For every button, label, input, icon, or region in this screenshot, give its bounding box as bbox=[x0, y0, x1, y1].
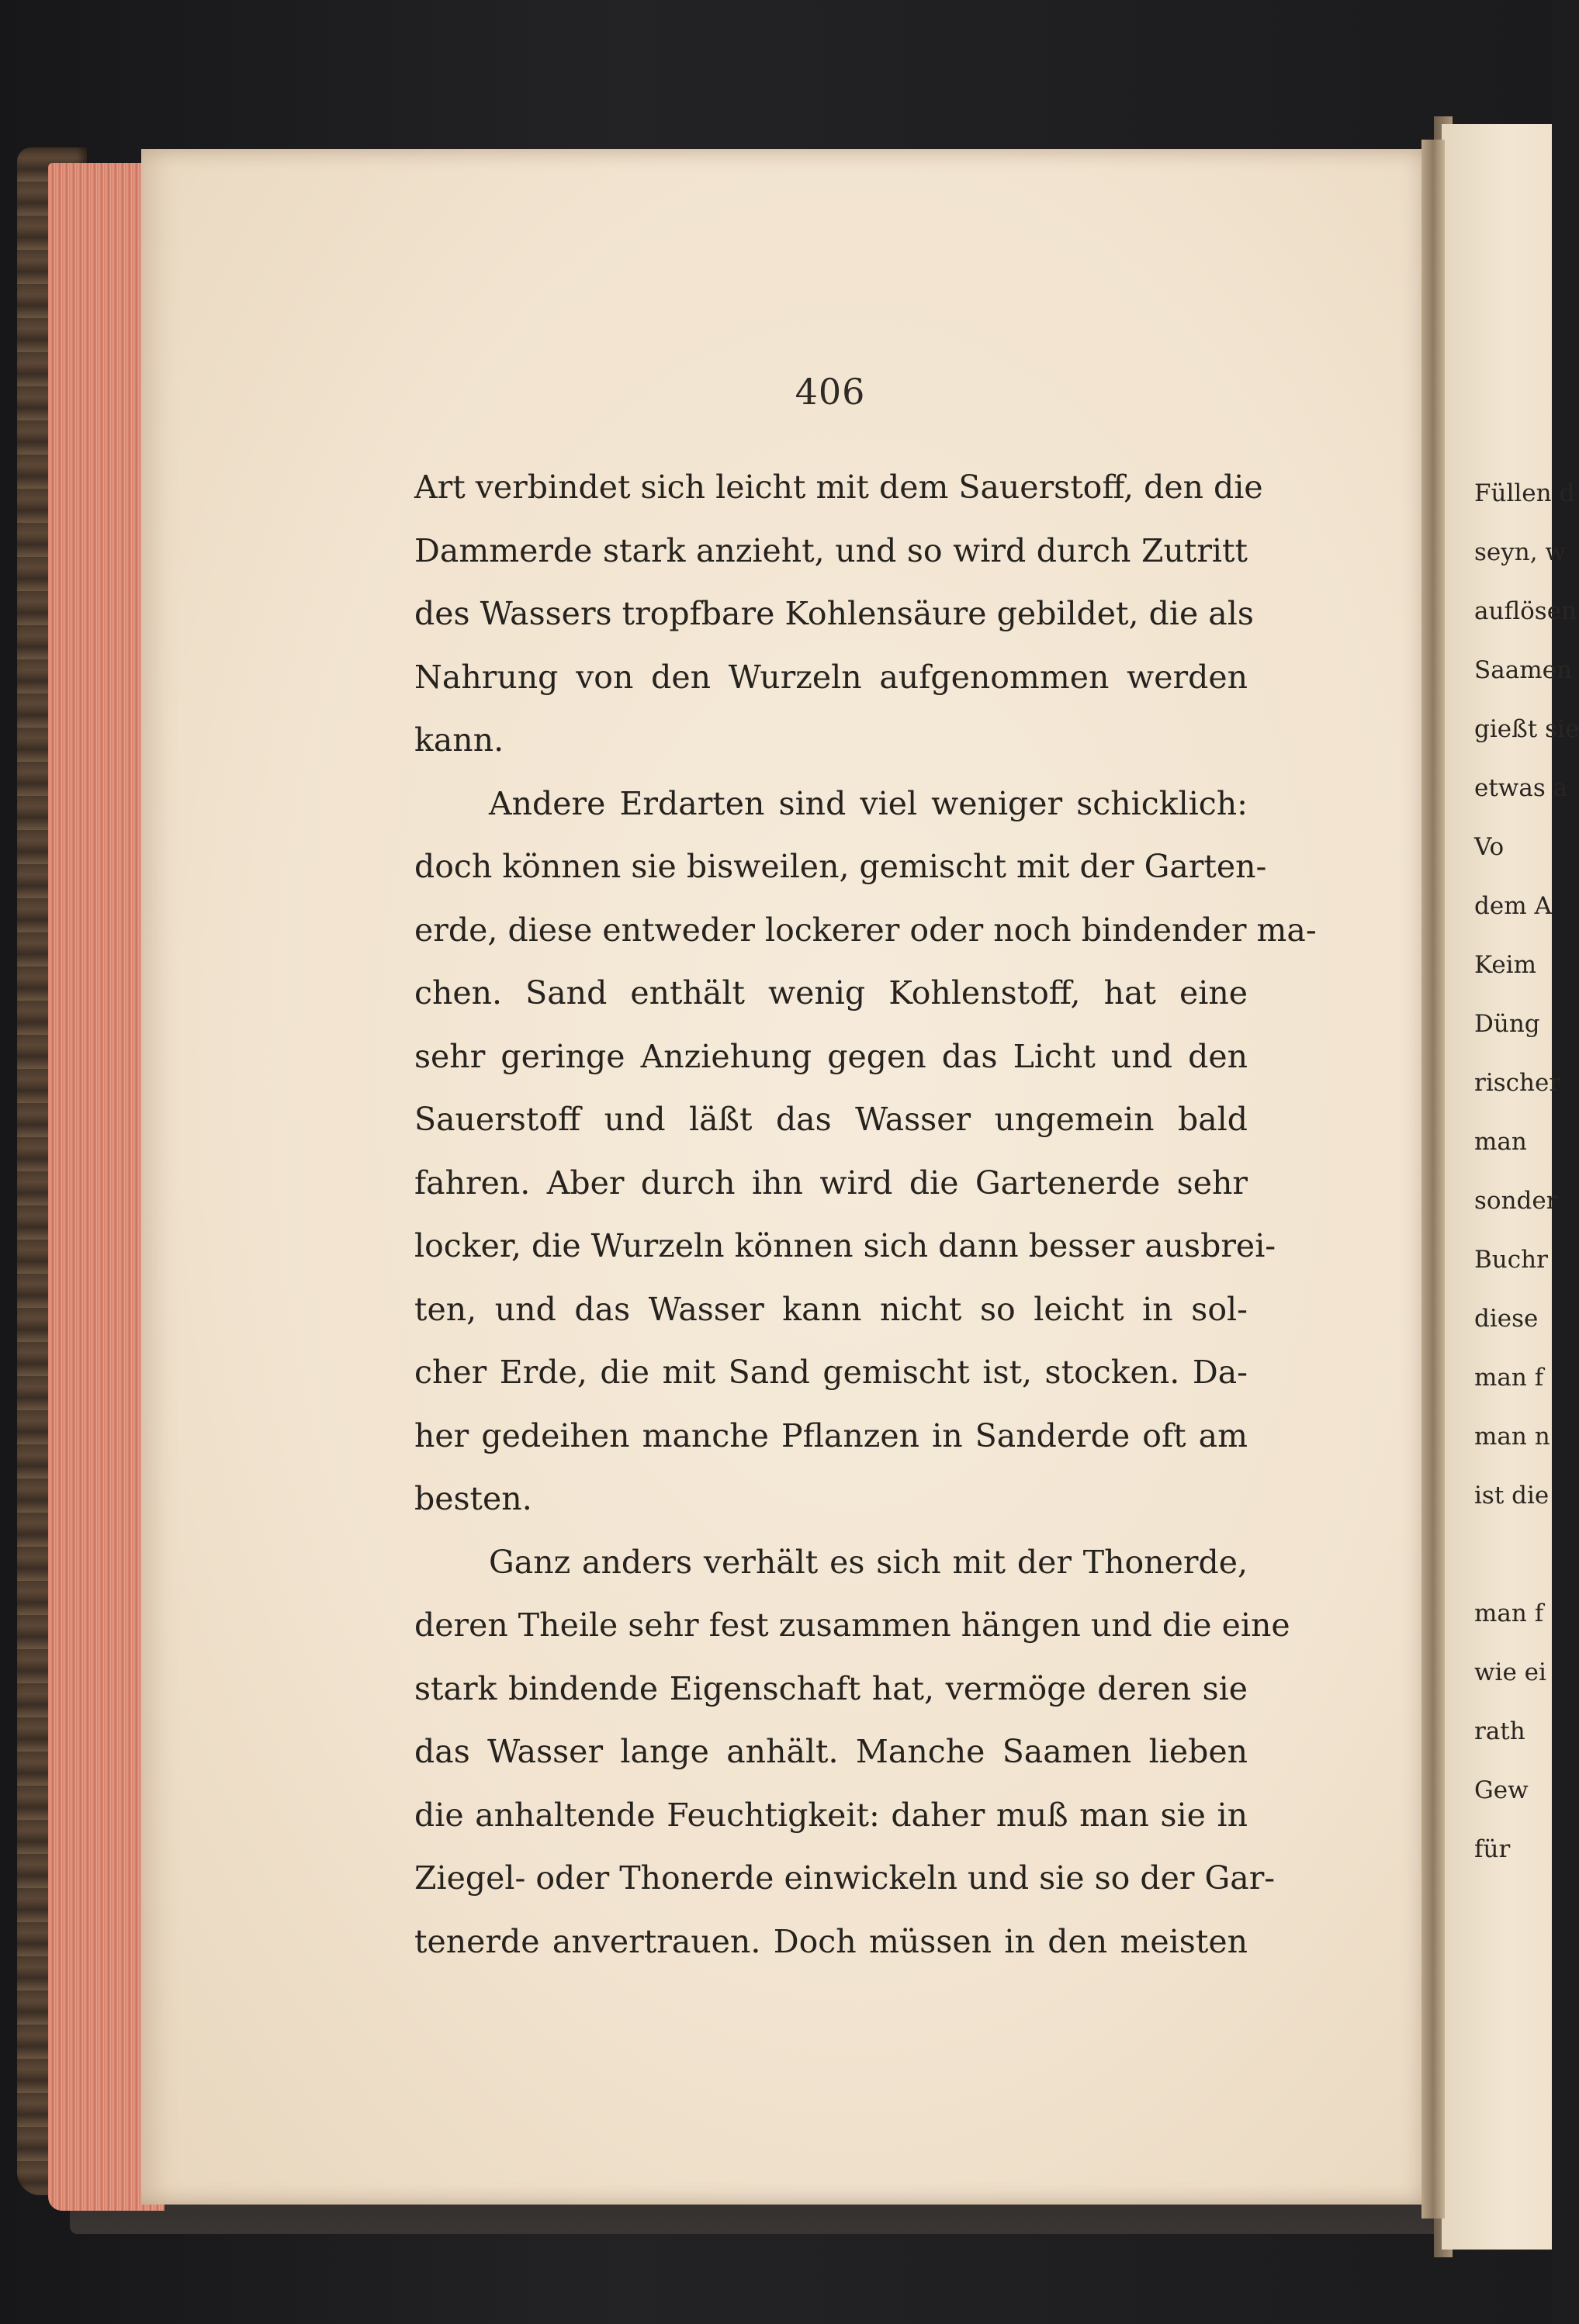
text-line: fahren. Aber durch ihn wird die Gartenerde sehr bbox=[414, 1164, 1248, 1202]
text-line: erde, diese entweder lockerer oder noch bindender ma- bbox=[414, 911, 1317, 949]
text-line: Sauerstoff und läßt das Wasser ungemein bald bbox=[414, 1101, 1248, 1138]
facing-page-line: Gew bbox=[1474, 1776, 1529, 1804]
text-line: Art verbindet sich leicht mit dem Sauerstoff, den die bbox=[414, 469, 1263, 506]
facing-page-fragments bbox=[1474, 464, 1579, 1879]
facing-page-line: Keim bbox=[1474, 951, 1536, 979]
facing-page-line: sonder bbox=[1474, 1187, 1558, 1215]
facing-page-line: wie ei bbox=[1474, 1658, 1546, 1686]
text-line: Dammerde stark anzieht, und so wird durch Zutritt bbox=[414, 531, 1248, 569]
facing-page-line: man bbox=[1474, 1128, 1527, 1156]
facing-page-line: rischer bbox=[1474, 1069, 1561, 1097]
facing-page-line: gießt sie bbox=[1474, 715, 1579, 743]
text-line: her gedeihen manche Pflanzen in Sanderde oft am bbox=[414, 1416, 1248, 1454]
page-number: 406 bbox=[795, 371, 866, 413]
facing-page-line: Saamen bbox=[1474, 656, 1572, 684]
text-line: cher Erde, die mit Sand gemischt ist, stocken. Da- bbox=[414, 1354, 1248, 1391]
text-line: des Wassers tropfbare Kohlensäure gebildet, die als bbox=[414, 595, 1254, 632]
facing-page-line bbox=[1474, 1525, 1552, 1584]
text-line: stark bindende Eigenschaft hat, vermöge deren sie bbox=[414, 1669, 1248, 1707]
facing-page-line: rath bbox=[1474, 1717, 1525, 1745]
facing-page-line: Buchr bbox=[1474, 1246, 1548, 1274]
page-body-text bbox=[414, 456, 1317, 1973]
text-line: ten, und das Wasser kann nicht so leicht in sol- bbox=[414, 1290, 1248, 1328]
text-line: sehr geringe Anziehung gegen das Licht und den bbox=[414, 1037, 1248, 1075]
text-line: die anhaltende Feuchtigkeit: daher muß man sie in bbox=[414, 1796, 1248, 1834]
facing-page-line: Füllen d bbox=[1474, 479, 1575, 507]
text-line: Ziegel- oder Thonerde einwickeln und sie so der Gar- bbox=[414, 1859, 1276, 1897]
facing-page-line: für bbox=[1474, 1835, 1511, 1863]
facing-page-line: man f bbox=[1474, 1364, 1544, 1392]
facing-page-line: Vo bbox=[1474, 833, 1505, 861]
text-line: kann. bbox=[414, 721, 504, 759]
facing-page-line: etwas a bbox=[1474, 774, 1568, 802]
book-gutter bbox=[1421, 140, 1445, 2219]
text-line: Ganz anders verhält es sich mit der Thonerde, bbox=[489, 1543, 1248, 1581]
facing-page-line: auflösen bbox=[1474, 597, 1577, 625]
text-line: Nahrung von den Wurzeln aufgenommen werden bbox=[414, 658, 1248, 696]
text-line: doch können sie bisweilen, gemischt mit der Garten- bbox=[414, 848, 1267, 885]
facing-page-line: man f bbox=[1474, 1599, 1544, 1627]
text-line: tenerde anvertrauen. Doch müssen in den meisten bbox=[414, 1922, 1248, 1960]
text-line: locker, die Wurzeln können sich dann besser ausbrei- bbox=[414, 1227, 1276, 1264]
text-line: besten. bbox=[414, 1480, 532, 1517]
facing-page-line: Düng bbox=[1474, 1010, 1540, 1038]
text-line: deren Theile sehr fest zusammen hängen und die eine bbox=[414, 1606, 1290, 1644]
facing-page-line: man n bbox=[1474, 1423, 1550, 1451]
text-line: das Wasser lange anhält. Manche Saamen lieben bbox=[414, 1733, 1248, 1770]
facing-page-line: seyn, w bbox=[1474, 538, 1566, 566]
facing-page-line: ist die bbox=[1474, 1482, 1550, 1510]
facing-page-line: dem A bbox=[1474, 892, 1552, 920]
facing-page-line: diese bbox=[1474, 1305, 1539, 1333]
text-line: Andere Erdarten sind viel weniger schicklich: bbox=[489, 784, 1248, 822]
text-line: chen. Sand enthält wenig Kohlenstoff, hat eine bbox=[414, 974, 1248, 1012]
